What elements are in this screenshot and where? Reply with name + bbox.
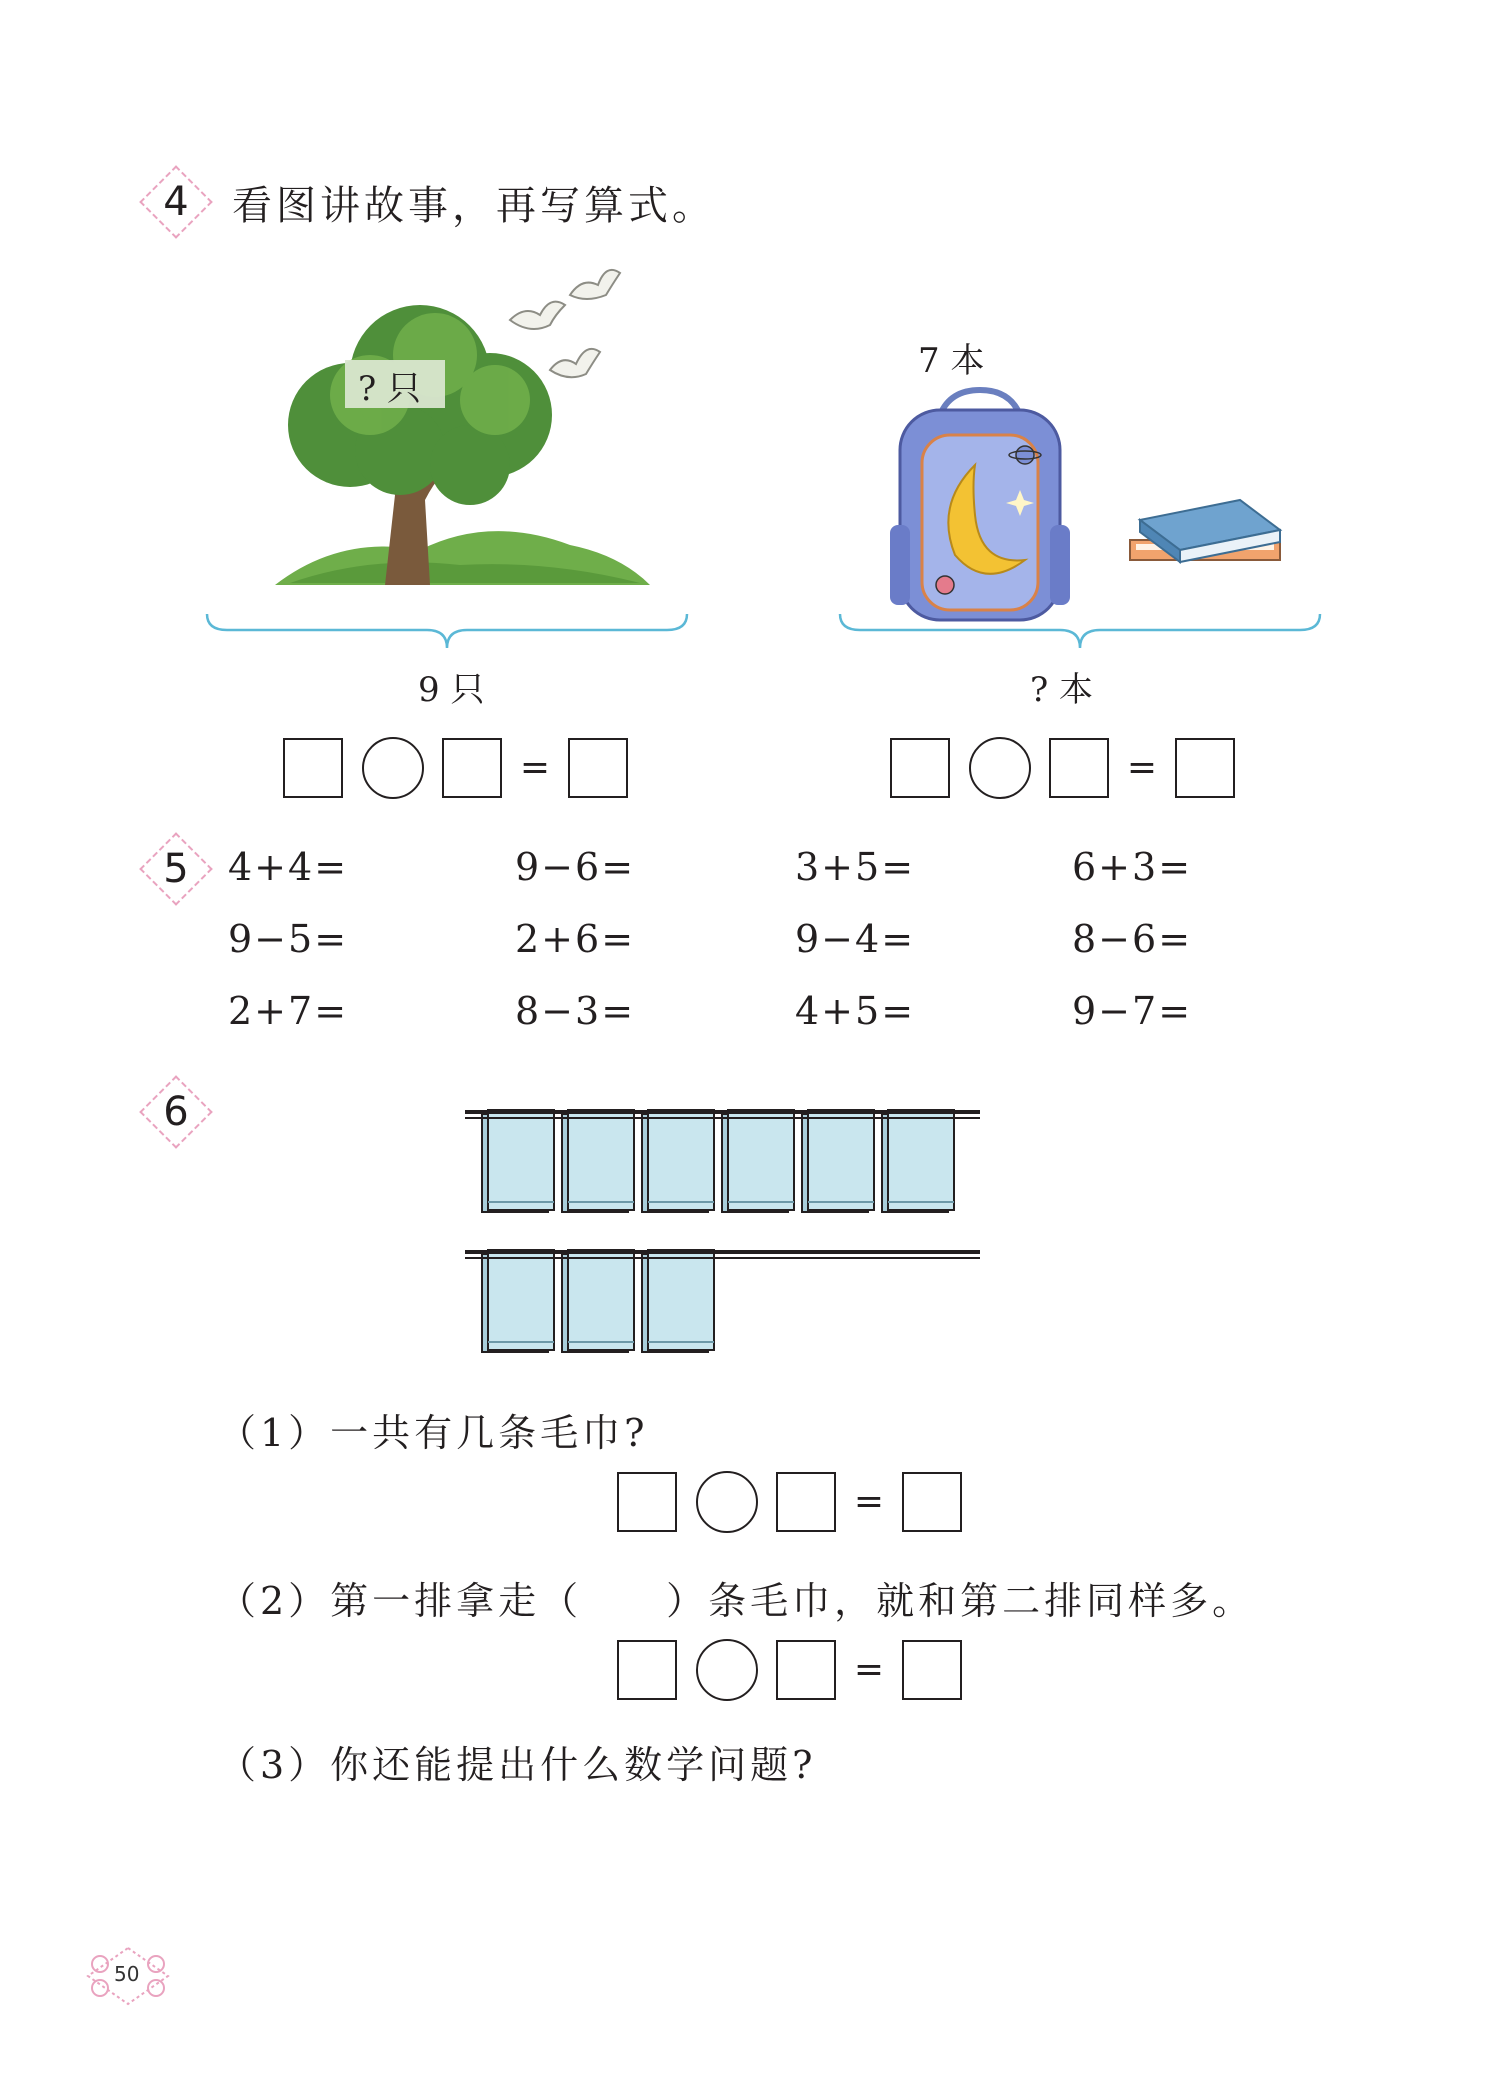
calc-item: 2+6= [515, 917, 636, 961]
backpack-books-illustration [880, 385, 1300, 625]
calc-item: 3+5= [795, 845, 916, 889]
question-number: 4 [163, 179, 189, 225]
subquestion-1: （1）一共有几条毛巾? [218, 1411, 649, 1455]
calc-item: 2+7= [228, 989, 349, 1033]
towel [482, 1250, 554, 1352]
subquestion-2: （2）第一排拿走（ ）条毛巾，就和第二排同样多。 [218, 1579, 1255, 1623]
q6-eq2-box-1[interactable] [617, 1640, 677, 1700]
question-number: 6 [163, 1089, 189, 1135]
q6-eq1-answer-box[interactable] [902, 1472, 962, 1532]
towel [642, 1110, 714, 1212]
calc-item: 6+3= [1072, 845, 1193, 889]
q6-eq2-equals: = [853, 1649, 885, 1690]
right-brace [838, 612, 1323, 652]
calc-item: 8−3= [515, 989, 636, 1033]
q6-eq2-box-2[interactable] [776, 1640, 836, 1700]
subquestion-3: （3）你还能提出什么数学问题? [218, 1743, 817, 1787]
page-number: 50 [114, 1962, 140, 1986]
tree-birds-illustration [260, 265, 660, 595]
left-eq-box-2[interactable] [442, 738, 502, 798]
question-number: 5 [163, 846, 189, 892]
q6-eq2-answer-box[interactable] [902, 1640, 962, 1700]
towels-illustration [460, 1100, 990, 1360]
q6-eq1-equals: = [853, 1481, 885, 1522]
calc-item: 4+4= [228, 845, 349, 889]
question-title: 看图讲故事，再写算式。 [232, 183, 716, 229]
right-eq-box-1[interactable] [890, 738, 950, 798]
left-total-label: 9 只 [418, 670, 485, 710]
towel [482, 1110, 554, 1212]
q6-eq2-operator-circle[interactable] [696, 1639, 758, 1701]
left-brace [205, 612, 690, 652]
right-eq-box-2[interactable] [1049, 738, 1109, 798]
calc-item: 9−7= [1072, 989, 1193, 1033]
towel [642, 1250, 714, 1352]
tree-unknown-label: ? 只 [358, 369, 422, 409]
towel [562, 1110, 634, 1212]
calc-item: 9−6= [515, 845, 636, 889]
towel [882, 1110, 954, 1212]
backpack-books-label: 7 本 [918, 341, 985, 381]
right-total-label: ? 本 [1030, 670, 1094, 710]
left-eq-operator-circle[interactable] [362, 737, 424, 799]
towel [802, 1110, 874, 1212]
calc-item: 8−6= [1072, 917, 1193, 961]
right-eq-answer-box[interactable] [1175, 738, 1235, 798]
calc-item: 4+5= [795, 989, 916, 1033]
q6-eq1-box-1[interactable] [617, 1472, 677, 1532]
calc-item: 9−4= [795, 917, 916, 961]
towel [562, 1250, 634, 1352]
left-eq-box-1[interactable] [283, 738, 343, 798]
q6-eq1-operator-circle[interactable] [696, 1471, 758, 1533]
calc-item: 9−5= [228, 917, 349, 961]
left-eq-equals: = [519, 747, 551, 788]
q6-eq1-box-2[interactable] [776, 1472, 836, 1532]
right-eq-operator-circle[interactable] [969, 737, 1031, 799]
right-eq-equals: = [1126, 747, 1158, 788]
towel [722, 1110, 794, 1212]
left-eq-answer-box[interactable] [568, 738, 628, 798]
